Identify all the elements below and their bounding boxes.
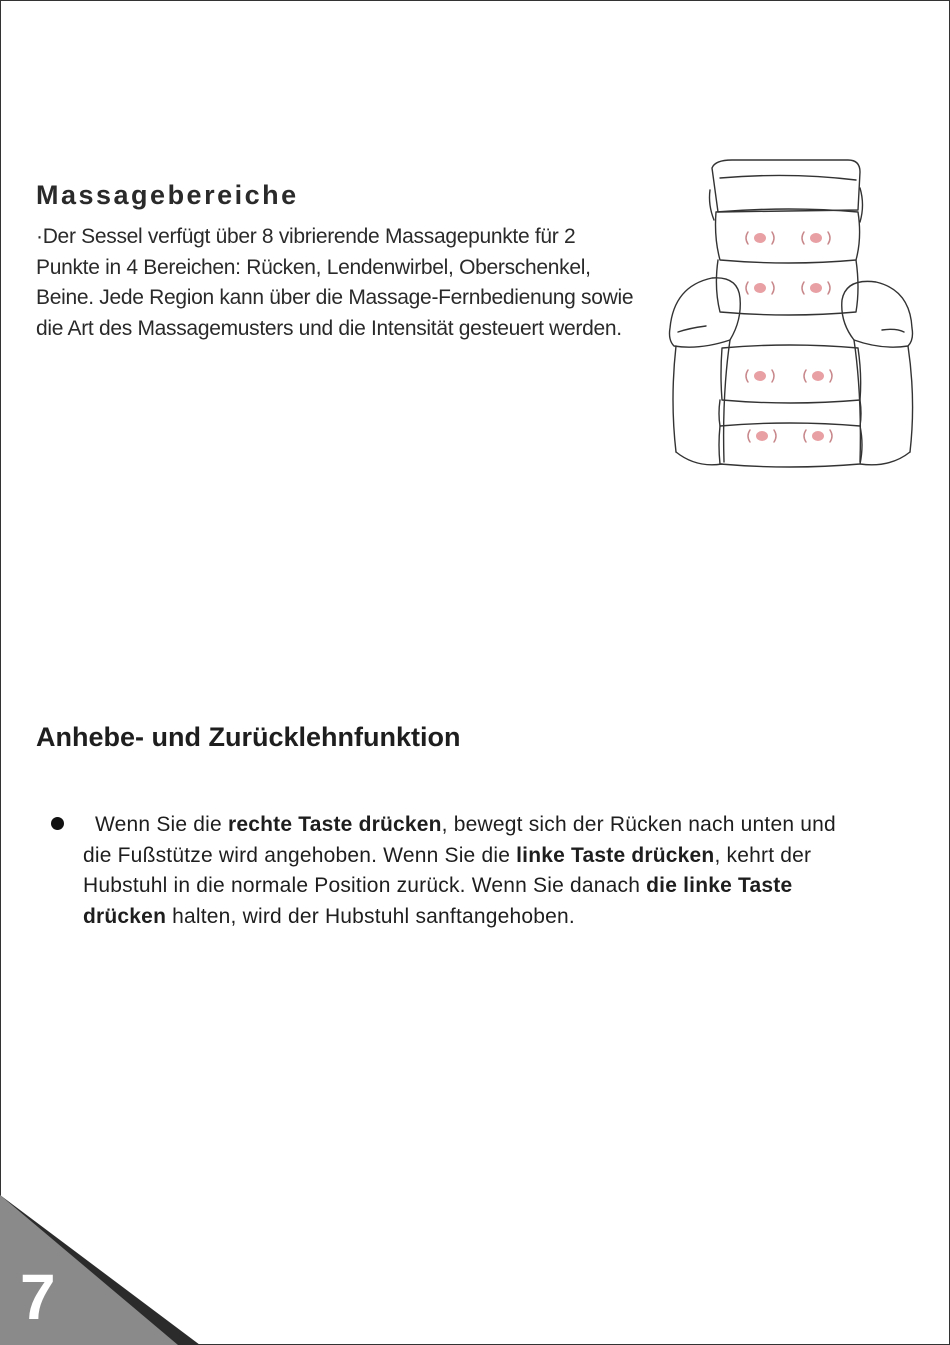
massage-point <box>804 430 832 442</box>
text-segment: Wenn Sie die <box>95 813 228 836</box>
massage-point <box>746 232 774 244</box>
massage-point <box>746 282 774 294</box>
text-segment: , bewegt sich der Rücken nach unten und die Fußstütze wird angehoben. Wenn Sie die <box>83 813 836 867</box>
massage-point <box>802 282 830 294</box>
lift-recline-instructions <box>83 810 863 932</box>
massage-point <box>802 232 830 244</box>
lift-recline-title: Anhebe- und Zurücklehnfunktion <box>36 722 461 752</box>
massage-areas-title: Massagebereiche <box>36 180 299 210</box>
bullet-icon <box>51 817 64 830</box>
bold-segment: die linke Taste drücken <box>83 874 793 928</box>
massage-chair-icon <box>660 150 922 475</box>
text-segment: halten, wird der Hubstuhl sanftangehoben. <box>166 904 575 928</box>
massage-point <box>804 370 832 382</box>
text-segment: , kehrt der Hubstuhl in die normale Position zurück. Wenn Sie danach <box>83 843 812 897</box>
bold-segment: linke Taste drücken <box>516 843 715 867</box>
massage-areas-description: ·Der Sessel verfügt über 8 vibrierende Massagepunkte für 2 Punkte in 4 Bereichen: Rücken, Lendenwirbel, Oberschenkel, Beine. Jede Region kann über die Massage-Fernbedienung sowie die Art des Massagemusters und die Intensität gesteuert werden. <box>36 225 634 340</box>
bold-segment: rechte Taste drücken <box>227 813 442 836</box>
massage-point <box>748 430 776 442</box>
page-number: 7 <box>20 1261 56 1333</box>
massage-point <box>746 370 774 382</box>
